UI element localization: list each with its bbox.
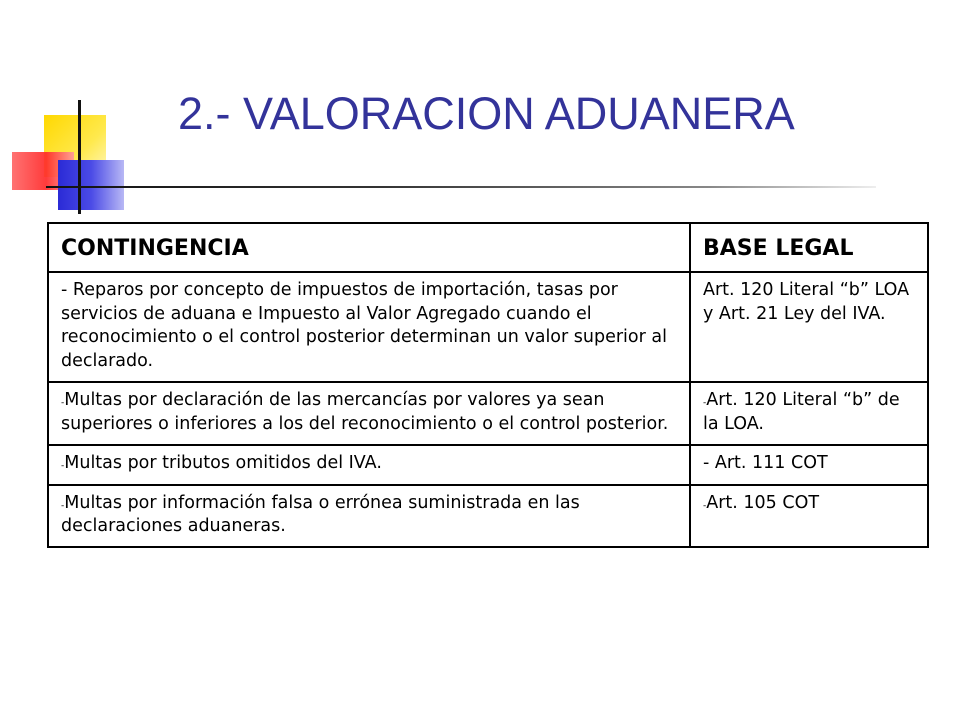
row-bullet: - xyxy=(61,280,68,301)
contingencia-cell xyxy=(48,382,690,445)
table-row xyxy=(48,382,928,445)
header-base-legal: BASE LEGAL xyxy=(690,223,928,272)
decor-blue-square xyxy=(58,160,124,210)
contingencia-text: Reparos por concepto de impuestos de importación, tasas por servicios de aduana e Impuesto al Valor Agregado cuando el reconocimiento o el control posterior determinan un valor superior al declarado. xyxy=(61,280,667,371)
base-legal-cell xyxy=(690,485,928,548)
contingencia-cell xyxy=(48,445,690,484)
base-legal-text: Art. 105 COT xyxy=(706,492,820,513)
contingencia-text: Multas por información falsa o errónea suministrada en las declaraciones aduaneras. xyxy=(61,492,580,536)
table-row xyxy=(48,445,928,484)
title-underline xyxy=(46,186,876,188)
base-legal-cell xyxy=(690,382,928,445)
base-legal-cell xyxy=(690,272,928,382)
contingencia-text: Multas por tributos omitidos del IVA. xyxy=(64,453,382,474)
table-row xyxy=(48,485,928,548)
slide-title: 2.- VALORACION ADUANERA xyxy=(178,88,795,139)
base-legal-text: - Art. 111 COT xyxy=(703,453,828,474)
table-row xyxy=(48,272,928,382)
contingencia-cell xyxy=(48,272,690,382)
table-header-row xyxy=(48,223,928,272)
base-bullet: - xyxy=(703,500,707,511)
row-bullet: - xyxy=(61,500,65,511)
header-contingencia: CONTINGENCIA xyxy=(48,223,690,272)
base-legal-cell xyxy=(690,445,928,484)
contingency-table xyxy=(47,222,929,548)
base-legal-text: Art. 120 Literal “b” LOA y Art. 21 Ley del IVA. xyxy=(703,280,910,324)
row-bullet: - xyxy=(61,461,65,472)
base-legal-text: Art. 120 Literal “b” de la LOA. xyxy=(703,390,900,434)
base-bullet: - xyxy=(703,398,707,409)
contingencia-cell xyxy=(48,485,690,548)
contingencia-text: Multas por declaración de las mercancías por valores ya sean superiores o inferiores a los del reconocimiento o el control posterior. xyxy=(61,390,669,434)
decor-vertical-line xyxy=(78,100,81,214)
row-bullet: - xyxy=(61,398,65,409)
